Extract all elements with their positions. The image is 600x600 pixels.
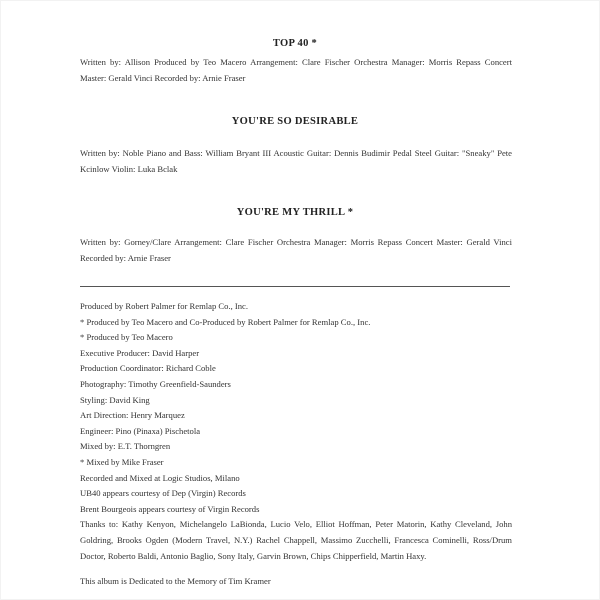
credit-line: Art Direction: Henry Marquez	[80, 410, 185, 421]
song-credits-youre-my-thrill: Written by: Gorney/Clare Arrangement: Clare Fischer Orchestra Manager: Morris Repass Concert Master: Gerald Vinci Recorded by: Arnie Fraser	[80, 237, 512, 263]
credit-line: Production Coordinator: Richard Coble	[80, 363, 216, 374]
credit-line: Photography: Timothy Greenfield-Saunders	[80, 378, 231, 389]
credit-line: * Produced by Teo Macero and Co-Produced by Robert Palmer for Remlap Co., Inc.	[80, 316, 371, 327]
section-divider	[80, 286, 510, 287]
song-title-top-40: TOP 40 *	[272, 38, 318, 49]
credit-line: Styling: David King	[80, 394, 150, 405]
song-credits-youre-so-desirable: Written by: Noble Piano and Bass: William Bryant III Acoustic Guitar: Dennis Budimir Pedal Steel Guitar: "Sneaky" Pete Kcinlow Violin: Luka Bclak	[80, 148, 512, 174]
credit-line: * Mixed by Mike Fraser	[80, 456, 164, 467]
credit-line: Recorded and Mixed at Logic Studios, Milano	[80, 472, 240, 483]
credit-line: UB40 appears courtesy of Dep (Virgin) Records	[80, 488, 246, 499]
credit-line: Mixed by: E.T. Thorngren	[80, 441, 171, 452]
song-title-youre-so-desirable: YOU'RE SO DESIRABLE	[231, 116, 359, 127]
song-title-youre-my-thrill: YOU'RE MY THRILL *	[236, 207, 354, 218]
thanks-paragraph: Thanks to: Kathy Kenyon, Michelangelo LaBionda, Lucio Velo, Elliot Hoffman, Peter Matorin, Kathy Cleveland, John Goldring, Brooks Ogden (Modern Travel, N.Y.) Rachel Chappell, Massimo Zucchelli, Francesca Cominelli, Ross/Drum Doctor, Roberto Baldi, Antonio Baglio, Sony Italy, Garvin Brown, Chips Chipperfield, Martin Haxy.	[80, 519, 512, 561]
credit-line: Produced by Robert Palmer for Remlap Co., Inc.	[80, 301, 249, 311]
dedication-text: This album is Dedicated to the Memory of Tim Kramer	[80, 576, 271, 586]
credit-line: Executive Producer: David Harper	[80, 347, 200, 358]
credit-line: Engineer: Pino (Pinaxa) Pischetola	[80, 425, 201, 436]
song-credits-top-40: Written by: Allison Produced by Teo Macero Arrangement: Clare Fischer Orchestra Manager: Morris Repass Concert Master: Gerald Vinci Recorded by: Arnie Fraser	[80, 57, 512, 83]
credit-line: * Produced by Teo Macero	[80, 332, 173, 343]
album-credits-list	[80, 299, 512, 517]
credit-line: Brent Bourgeois appears courtesy of Virgin Records	[80, 503, 260, 514]
